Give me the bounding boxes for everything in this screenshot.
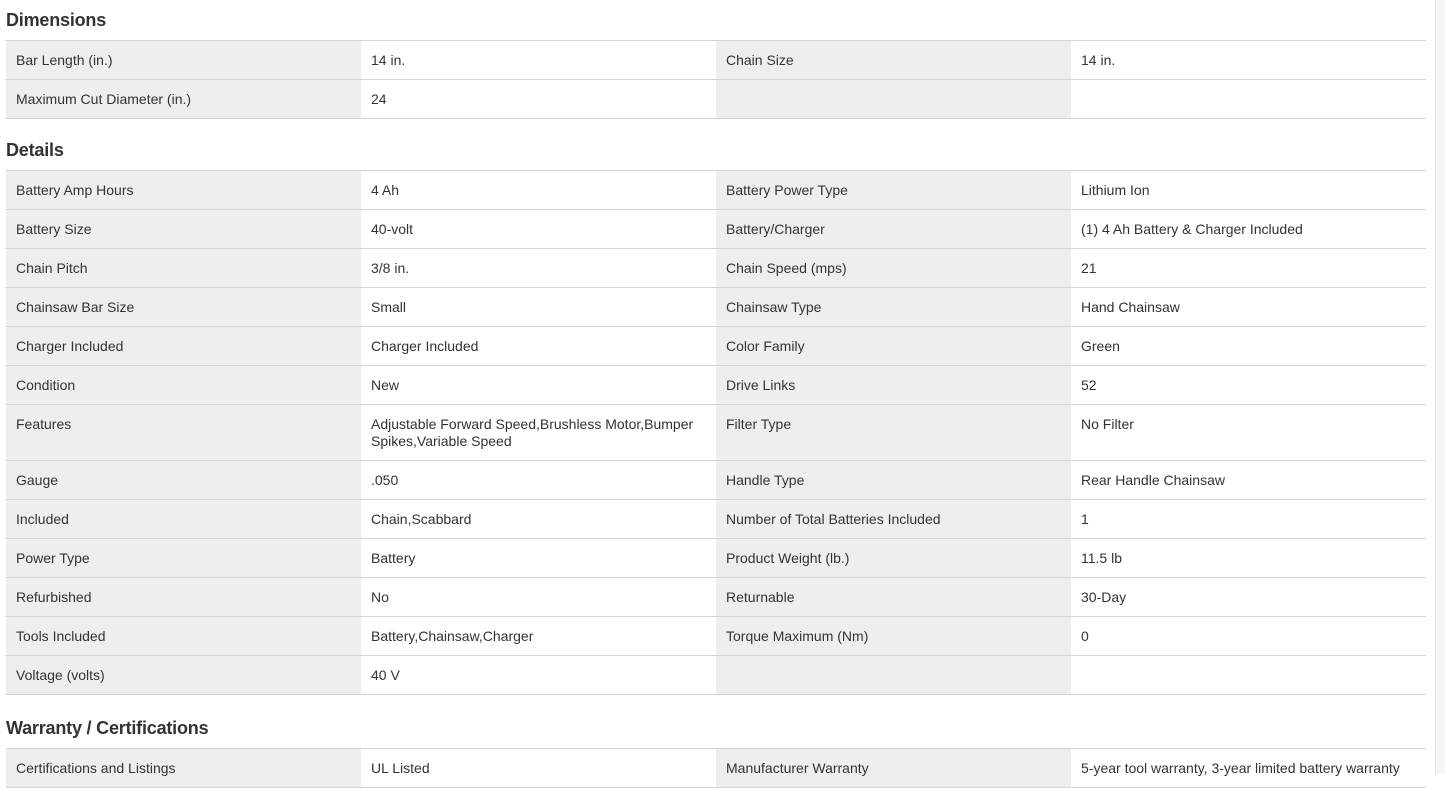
table-row bbox=[6, 80, 1426, 119]
spec-value: 40 V bbox=[361, 656, 716, 694]
spec-value: 5-year tool warranty, 3-year limited battery warranty bbox=[1071, 749, 1426, 787]
table-row bbox=[6, 500, 1426, 539]
spec-label: Product Weight (lb.) bbox=[716, 539, 1071, 577]
spec-value: 1 bbox=[1071, 500, 1426, 538]
spec-label bbox=[716, 656, 1071, 694]
spec-value: Lithium Ion bbox=[1071, 171, 1426, 209]
spec-label: Battery/Charger bbox=[716, 210, 1071, 248]
spec-label: Maximum Cut Diameter (in.) bbox=[6, 80, 361, 118]
spec-value: UL Listed bbox=[361, 749, 716, 787]
spec-label: Power Type bbox=[6, 539, 361, 577]
spec-table bbox=[6, 40, 1426, 119]
spec-label: Chainsaw Type bbox=[716, 288, 1071, 326]
spec-label: Manufacturer Warranty bbox=[716, 749, 1071, 787]
spec-label: Returnable bbox=[716, 578, 1071, 616]
spec-value: Battery,Chainsaw,Charger bbox=[361, 617, 716, 655]
spec-label: Included bbox=[6, 500, 361, 538]
spec-value: 4 Ah bbox=[361, 171, 716, 209]
spec-value: Chain,Scabbard bbox=[361, 500, 716, 538]
spec-value: No bbox=[361, 578, 716, 616]
spec-value: 14 in. bbox=[1071, 41, 1426, 79]
spec-value: 52 bbox=[1071, 366, 1426, 404]
spec-label: Charger Included bbox=[6, 327, 361, 365]
spec-label: Drive Links bbox=[716, 366, 1071, 404]
table-row bbox=[6, 405, 1426, 461]
spec-value: 11.5 lb bbox=[1071, 539, 1426, 577]
spec-table bbox=[6, 170, 1426, 695]
table-row bbox=[6, 288, 1426, 327]
spec-value bbox=[1071, 656, 1426, 694]
spec-value bbox=[1071, 80, 1426, 118]
table-row bbox=[6, 327, 1426, 366]
spec-value: 40-volt bbox=[361, 210, 716, 248]
spec-label: Torque Maximum (Nm) bbox=[716, 617, 1071, 655]
spec-label: Chain Pitch bbox=[6, 249, 361, 287]
spec-value: New bbox=[361, 366, 716, 404]
table-row bbox=[6, 210, 1426, 249]
table-row bbox=[6, 578, 1426, 617]
spec-value: Hand Chainsaw bbox=[1071, 288, 1426, 326]
spec-value: Charger Included bbox=[361, 327, 716, 365]
spec-label: Number of Total Batteries Included bbox=[716, 500, 1071, 538]
table-row bbox=[6, 539, 1426, 578]
spec-value: .050 bbox=[361, 461, 716, 499]
table-row bbox=[6, 749, 1426, 788]
section-title: Warranty / Certifications bbox=[6, 718, 209, 738]
table-row bbox=[6, 171, 1426, 210]
section-title: Details bbox=[6, 140, 64, 160]
spec-label: Chain Speed (mps) bbox=[716, 249, 1071, 287]
spec-value: 0 bbox=[1071, 617, 1426, 655]
spec-label: Filter Type bbox=[716, 405, 1071, 460]
table-row bbox=[6, 41, 1426, 80]
spec-label: Bar Length (in.) bbox=[6, 41, 361, 79]
table-row bbox=[6, 461, 1426, 500]
page-scrollbar[interactable] bbox=[1435, 0, 1445, 774]
section-dimensions bbox=[6, 0, 1426, 119]
spec-label: Tools Included bbox=[6, 617, 361, 655]
spec-value: Battery bbox=[361, 539, 716, 577]
table-row bbox=[6, 366, 1426, 405]
table-row bbox=[6, 617, 1426, 656]
table-row bbox=[6, 249, 1426, 288]
spec-value: 3/8 in. bbox=[361, 249, 716, 287]
spec-label bbox=[716, 80, 1071, 118]
spec-value: 14 in. bbox=[361, 41, 716, 79]
specifications-panel bbox=[6, 0, 1426, 788]
spec-value: Green bbox=[1071, 327, 1426, 365]
spec-label: Features bbox=[6, 405, 361, 460]
spec-value: (1) 4 Ah Battery & Charger Included bbox=[1071, 210, 1426, 248]
spec-value: Small bbox=[361, 288, 716, 326]
spec-table bbox=[6, 748, 1426, 788]
spec-label: Chain Size bbox=[716, 41, 1071, 79]
section-title: Dimensions bbox=[6, 10, 107, 30]
spec-label: Refurbished bbox=[6, 578, 361, 616]
spec-value: 30-Day bbox=[1071, 578, 1426, 616]
spec-label: Battery Amp Hours bbox=[6, 171, 361, 209]
spec-value: 24 bbox=[361, 80, 716, 118]
section-warranty-certifications bbox=[6, 708, 1426, 788]
spec-label: Chainsaw Bar Size bbox=[6, 288, 361, 326]
spec-value: No Filter bbox=[1071, 405, 1426, 460]
spec-label: Voltage (volts) bbox=[6, 656, 361, 694]
spec-value: 21 bbox=[1071, 249, 1426, 287]
spec-value: Rear Handle Chainsaw bbox=[1071, 461, 1426, 499]
spec-label: Handle Type bbox=[716, 461, 1071, 499]
table-row bbox=[6, 656, 1426, 695]
spec-label: Battery Size bbox=[6, 210, 361, 248]
spec-value: Adjustable Forward Speed,Brushless Motor,Bumper Spikes,Variable Speed bbox=[361, 405, 716, 460]
spec-label: Certifications and Listings bbox=[6, 749, 361, 787]
spec-label: Condition bbox=[6, 366, 361, 404]
section-details bbox=[6, 130, 1426, 695]
spec-label: Color Family bbox=[716, 327, 1071, 365]
spec-label: Gauge bbox=[6, 461, 361, 499]
spec-label: Battery Power Type bbox=[716, 171, 1071, 209]
